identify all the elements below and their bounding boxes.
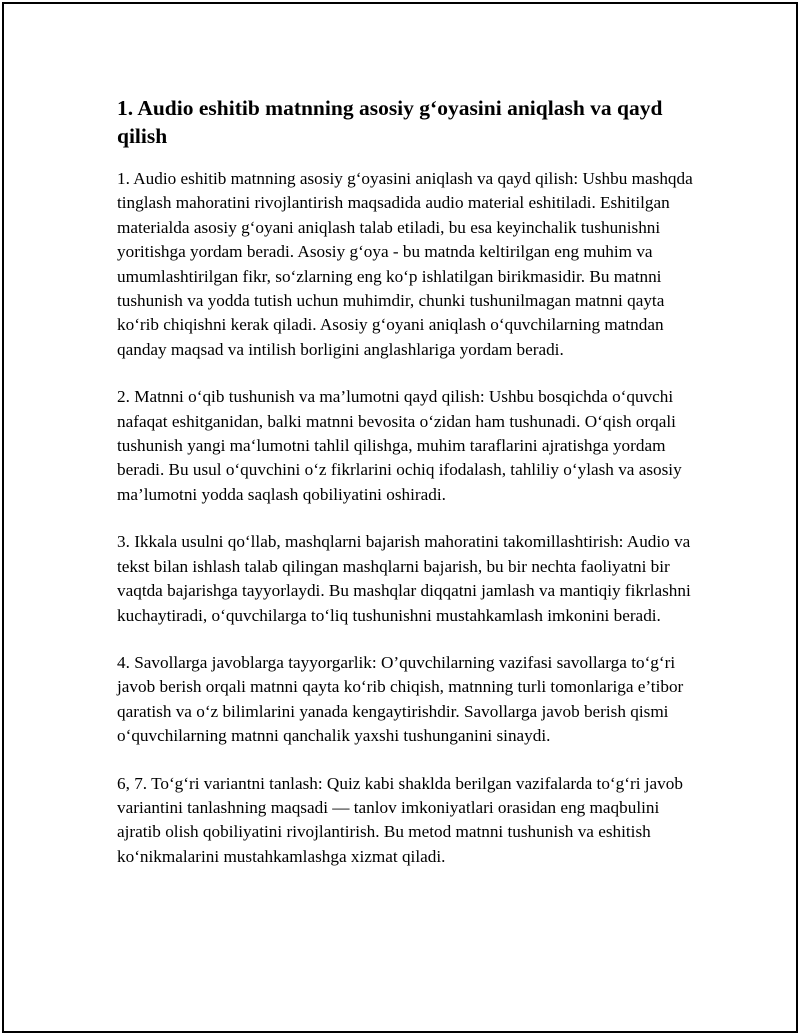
paragraph-question-preparation: 4. Savollarga javoblarga tayyorgarlik: O’quvchilarning vazifasi savollarga to‘g‘ri javob berish orqali matnni qayta ko‘rib chiqish, matnning turli tomonlariga e’tibor qaratish va o‘z bilimlarini yanada kengaytirishdir. Savollarga javob berish qismi o‘quvchilarning matnni qanchalik yaxshi tushunganini sinaydi. (117, 652, 684, 746)
document-body (117, 94, 697, 892)
paragraph-combined-methods: 3. Ikkala usulni qo‘llab, mashqlarni bajarish mahoratini takomillashtirish: Audio va tekst bilan ishlash talab qilingan mashqlarni bajarish, bu bir nechta faoliyatni bir vaqtda bajarishga tayyorlaydi. Bu mashqlar diqqatni jamlash va mantiqiy fikrlashni kuchaytiradi, o‘quvchilarga to‘liq tushunishni mustahkamlash imkonini beradi. (117, 532, 691, 625)
paragraph-choose-correct-variant: 6, 7. To‘g‘ri variantni tanlash: Quiz kabi shaklda berilgan vazifalarda to‘g‘ri javob variantini tanlashning maqsadi — tanlov imkoniyatlari orasidan eng maqbulini ajratib olish qobiliyatini rivojlantirish. Bu metod matnni tushunish va eshitish ko‘nikmalarini mustahkamlashga xizmat qiladi. (117, 773, 683, 866)
paragraph-audio-main-idea: 1. Audio eshitib matnning asosiy g‘oyasini aniqlash va qayd qilish: Ushbu mashqda tinglash mahoratini rivojlantirish maqsadida audio material eshitiladi. Eshitilgan materialda asosiy g‘oyani aniqlash talab etiladi, bu esa keyinchalik tushunishni yoritishga yordam beradi. Asosiy g‘oya - bu matnda keltirilgan eng muhim va umumlashtirilgan fikr, so‘zlarning eng ko‘p ishlatilgan birikmasidir. Bu matnni tushunish va yodda tutish uchun muhimdir, chunki tushunilmagan matnni qayta ko‘rib chiqishni kerak qiladi. Asosiy g‘oyani aniqlash o‘quvchilarning matndan qanday maqsad va intilish borligini anglashlariga yordam beradi. (117, 169, 693, 359)
paragraph-reading-comprehension: 2. Matnni o‘qib tushunish va ma’lumotni qayd qilish: Ushbu bosqichda o‘quvchi nafaqat eshitganidan, balki matnni bevosita o‘zidan ham tushunadi. O‘qish orqali tushunish yangi ma‘lumotni tahlil qilishga, muhim taraflarini ajratishga yordam beradi. Bu usul o‘quvchini o‘z fikrlarini ochiq ifodalash, tahliliy o‘ylash va asosiy ma’lumotni yodda saqlash qobiliyatini oshiradi. (117, 387, 682, 504)
document-title: 1. Audio eshitib matnning asosiy g‘oyasini aniqlash va qayd qilish (117, 96, 663, 148)
